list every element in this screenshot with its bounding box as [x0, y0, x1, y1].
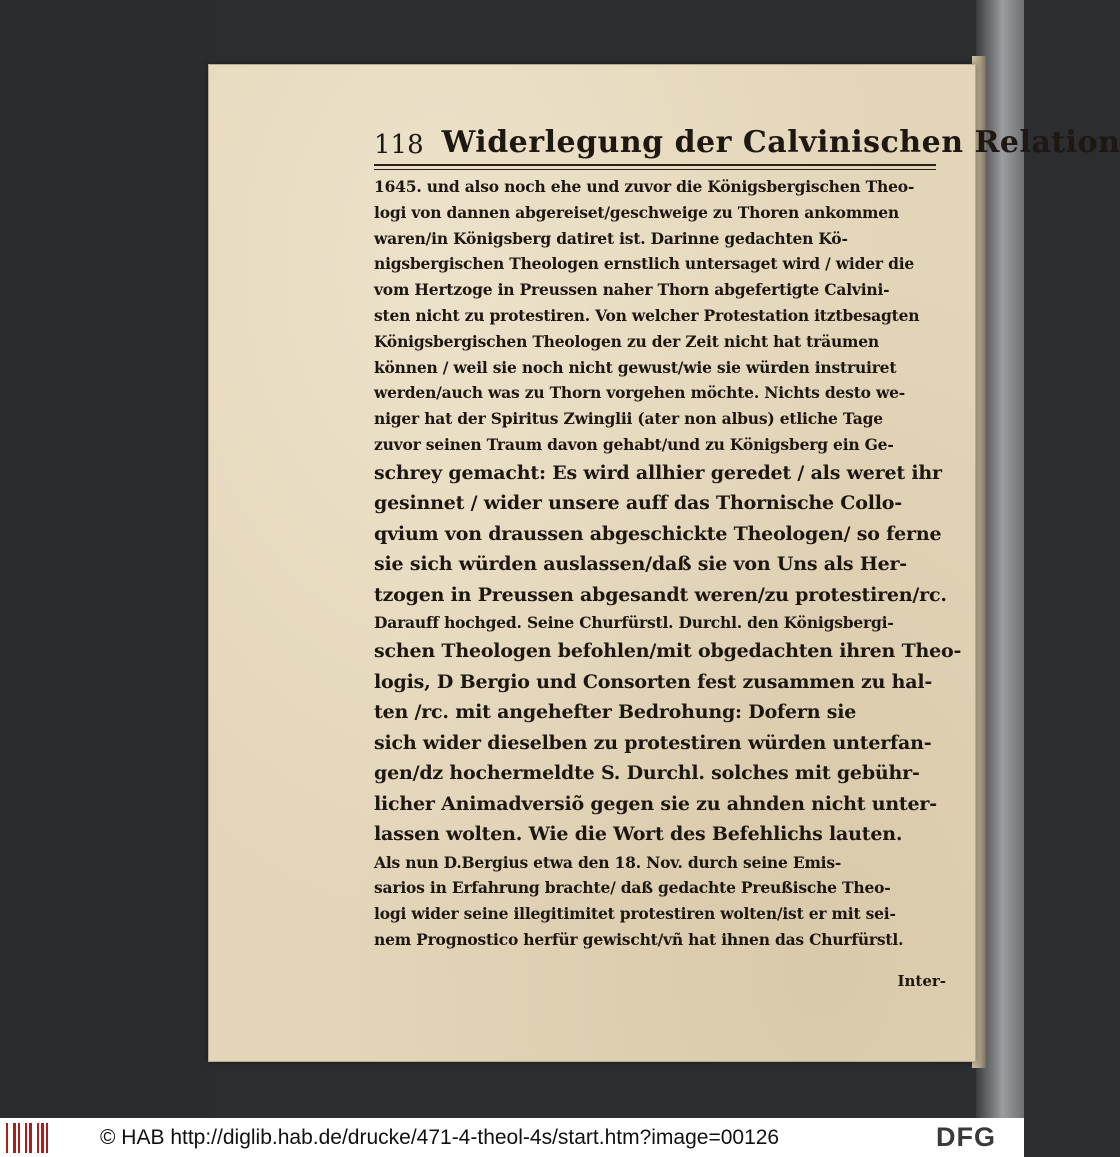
dfg-logo: DFG [936, 1122, 996, 1152]
text-line: gen/dz hochermeldte S. Durchl. solches mit gebühr- [374, 762, 920, 785]
text-line: lassen wolten. Wie die Wort des Befehlichs lauten. [374, 823, 903, 846]
text-line: können / weil sie noch nicht gewust/wie sie würden instruiret [374, 357, 897, 377]
copyright-link[interactable]: © HAB http://diglib.hab.de/drucke/471-4-theol-4s/start.htm?image=00126 [100, 1126, 780, 1149]
text-line: schen Theologen befohlen/mit obgedachten ihren Theo- [374, 640, 962, 663]
text-line: waren/in Königsberg datiret ist. Darinne gedachten Kö- [374, 228, 848, 248]
text-line: zuvor seinen Traum davon gehabt/und zu Königsberg ein Ge- [374, 434, 894, 454]
running-title: Widerlegung der Calvinischen Relation [441, 125, 1120, 160]
text-line: licher Animadversiõ gegen sie zu ahnden nicht unter- [374, 792, 937, 815]
page-number: 118 [374, 130, 424, 160]
book-page [208, 64, 1120, 1062]
text-line: nem Prognostico herfür gewischt/vñ hat ihnen das Churfürstl. [374, 929, 904, 949]
text-line: sie sich würden auslassen/daß sie von Uns als Her- [374, 553, 907, 576]
text-line: ten /rc. mit angehefter Bedrohung: Dofern sie [374, 701, 857, 724]
text-line: Königsbergischen Theologen zu der Zeit nicht hat träumen [374, 331, 879, 351]
text-line: logi von dannen abgereiset/geschweige zu Thoren ankommen [374, 202, 899, 222]
text-line: 1645. und also noch ehe und zuvor die Königsbergischen Theo- [374, 177, 915, 196]
text-line: logi wider seine illegitimitet protestiren wolten/ist er mit sei- [374, 904, 896, 924]
hab-logo-icon [6, 1123, 48, 1153]
text-line: tzogen in Preussen abgesandt weren/zu protestiren/rc. [374, 583, 947, 606]
text-line: sten nicht zu protestiren. Von welcher Protestation itztbesagten [374, 305, 920, 325]
text-line: Als nun D.Bergius etwa den 18. Nov. durch seine Emis- [374, 852, 842, 872]
body-text [374, 174, 962, 953]
catchword: Inter- [897, 972, 946, 990]
text-line: niger hat der Spiritus Zwinglii (ater non albus) etliche Tage [374, 409, 883, 429]
text-line: schrey gemacht: Es wird allhier geredet / als weret ihr [374, 461, 942, 484]
scanner-backdrop-left [0, 0, 210, 1118]
text-line: logis, D Bergio und Consorten fest zusammen zu hal- [374, 670, 933, 693]
header-rule [374, 164, 936, 170]
text-line: sich wider dieselben zu protestiren würden unterfan- [374, 731, 932, 754]
text-line: werden/auch was zu Thorn vorgehen möchte. Nichts desto we- [374, 383, 906, 403]
running-head [374, 122, 1120, 160]
text-line: nigsbergischen Theologen ernstlich untersaget wird / wider die [374, 254, 915, 274]
text-line: vom Hertzoge in Preussen naher Thorn abgefertigte Calvini- [374, 280, 890, 300]
text-line: Darauff hochged. Seine Churfürstl. Durchl. den Königsbergi- [374, 613, 894, 633]
text-line: gesinnet / wider unsere auff das Thornische Collo- [374, 492, 902, 515]
text-line: qvium von draussen abgeschickte Theologen/ so ferne [374, 522, 942, 545]
footer-bar [0, 1118, 1024, 1157]
text-line: sarios in Erfahrung brachte/ daß gedachte Preußische Theo- [374, 878, 891, 898]
